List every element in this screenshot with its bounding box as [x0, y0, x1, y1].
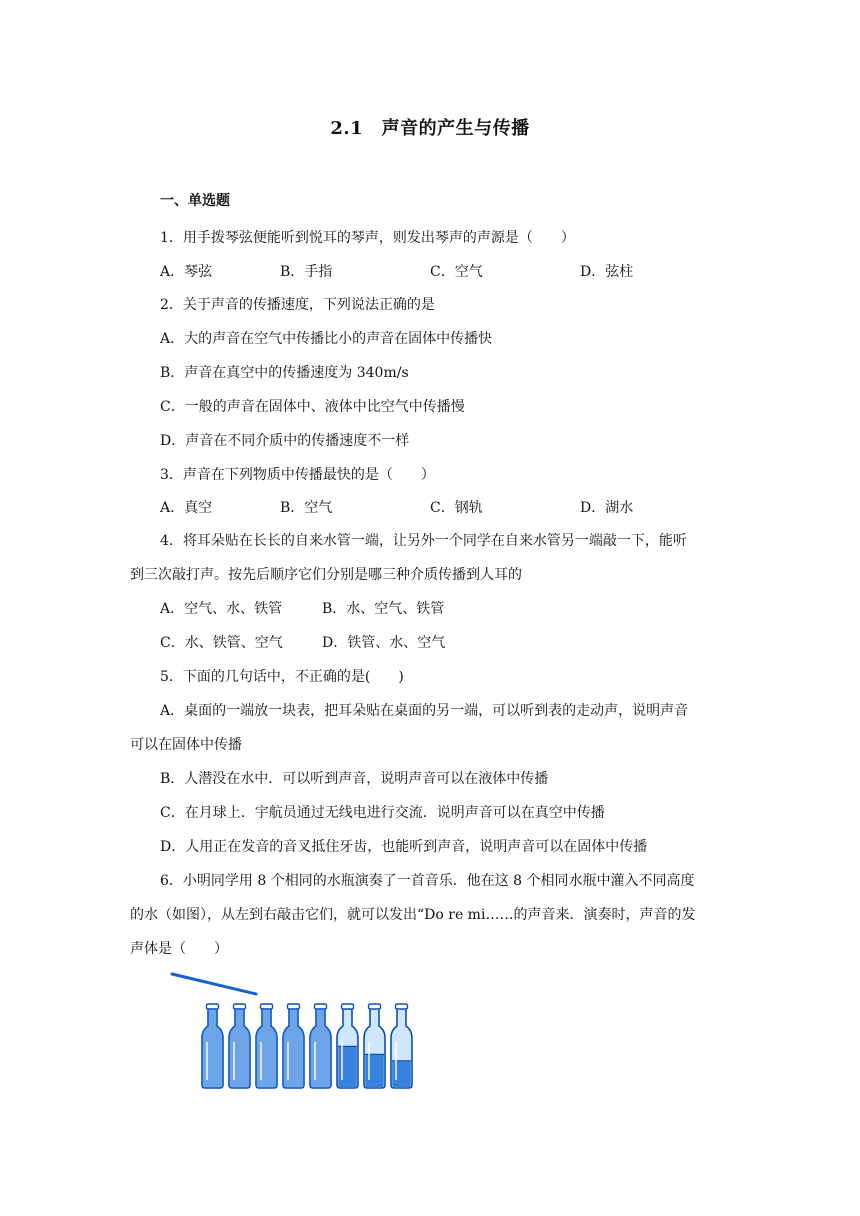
question-2-option-b: B．声音在真空中的传播速度为 340m/s [160, 365, 409, 381]
bottle-water [392, 1061, 411, 1087]
question-2-option-a: A．大的声音在空气中传播比小的声音在固体中传播快 [160, 331, 493, 347]
question-1-option-b: B．手指 [280, 264, 333, 280]
question-4-option-a: A．空气、水、铁管 [160, 601, 283, 617]
question-2-option-d: D．声音在不同介质中的传播速度不一样 [160, 433, 410, 449]
bottle-1 [202, 1004, 223, 1088]
bottle-water [256, 1008, 277, 1088]
bottle-7 [364, 1004, 385, 1088]
bottle-3 [256, 1004, 277, 1088]
bottle-water [365, 1054, 384, 1087]
question-2-option-c: C．一般的声音在固体中、液体中比空气中传播慢 [160, 399, 465, 415]
striking-stick [172, 974, 256, 994]
bottle-2 [229, 1004, 250, 1088]
bottle-group [202, 1004, 412, 1088]
question-4-option-b: B．水、空气、铁管 [322, 601, 445, 617]
question-1-option-a: A．琴弦 [160, 264, 213, 280]
question-4-option-c: C．水、铁管、空气 [160, 635, 283, 651]
bottle-water [310, 1008, 331, 1088]
question-1-option-d: D．弦柱 [580, 264, 634, 280]
bottle-6 [337, 1004, 358, 1088]
question-3-option-c: C．钢轨 [430, 500, 483, 516]
bottle-4 [283, 1004, 304, 1088]
bottle-lip [396, 1004, 408, 1009]
question-1-option-c: C．空气 [430, 264, 483, 280]
question-3-option-a: A．真空 [160, 500, 213, 516]
question-6-stem-line1: 6．小明同学用 8 个相同的水瓶演奏了一首音乐．他在这 8 个相同水瓶中灌入不同高度 [160, 873, 695, 889]
question-5-option-a-line2: 可以在固体中传播 [130, 737, 242, 753]
question-6-stem-line3: 声体是（ ） [130, 941, 228, 957]
bottle-8 [391, 1004, 412, 1088]
question-2-stem: 2．关于声音的传播速度，下列说法正确的是 [160, 297, 435, 313]
question-5-option-b: B．人潜没在水中．可以听到声音，说明声音可以在液体中传播 [160, 771, 549, 787]
question-4-stem-line1: 4．将耳朵贴在长长的自来水管一端，让另外一个同学在自来水管另一端敲一下，能听 [160, 533, 687, 549]
bottle-lip [369, 1004, 381, 1009]
bottle-water [202, 1008, 223, 1088]
question-5-option-d: D．人用正在发音的音叉抵住牙齿，也能听到声音，说明声音可以在固体中传播 [160, 839, 648, 855]
question-4-stem-line2: 到三次敲打声。按先后顺序它们分别是哪三种介质传播到人耳的 [130, 567, 522, 583]
question-3-option-b: B．空气 [280, 500, 333, 516]
bottles-figure [160, 966, 440, 1096]
bottle-water [283, 1008, 304, 1088]
question-4-option-d: D．铁管、水、空气 [322, 635, 446, 651]
question-1-stem: 1．用手拨琴弦便能听到悦耳的琴声，则发出琴声的声源是（ ） [160, 230, 575, 246]
question-3-option-d: D．湖水 [580, 500, 634, 516]
bottle-lip [342, 1004, 354, 1009]
question-5-option-c: C．在月球上．宇航员通过无线电进行交流．说明声音可以在真空中传播 [160, 805, 605, 821]
question-3-stem: 3．声音在下列物质中传播最快的是（ ） [160, 467, 435, 483]
question-5-stem: 5．下面的几句话中，不正确的是( ) [160, 669, 404, 685]
bottle-5 [310, 1004, 331, 1088]
question-6-stem-line2: 的水（如图），从左到右敲击它们，就可以发出“Do re mi……的声音来．演奏时，声音的发 [130, 907, 696, 923]
section-heading: 一、单选题 [160, 193, 230, 209]
page-title: 2.1 声音的产生与传播 [330, 118, 530, 139]
question-5-option-a-line1: A．桌面的一端放一块表，把耳朵贴在桌面的另一端，可以听到表的走动声，说明声音 [160, 703, 689, 719]
bottle-water [338, 1046, 357, 1087]
bottle-water [229, 1008, 250, 1088]
